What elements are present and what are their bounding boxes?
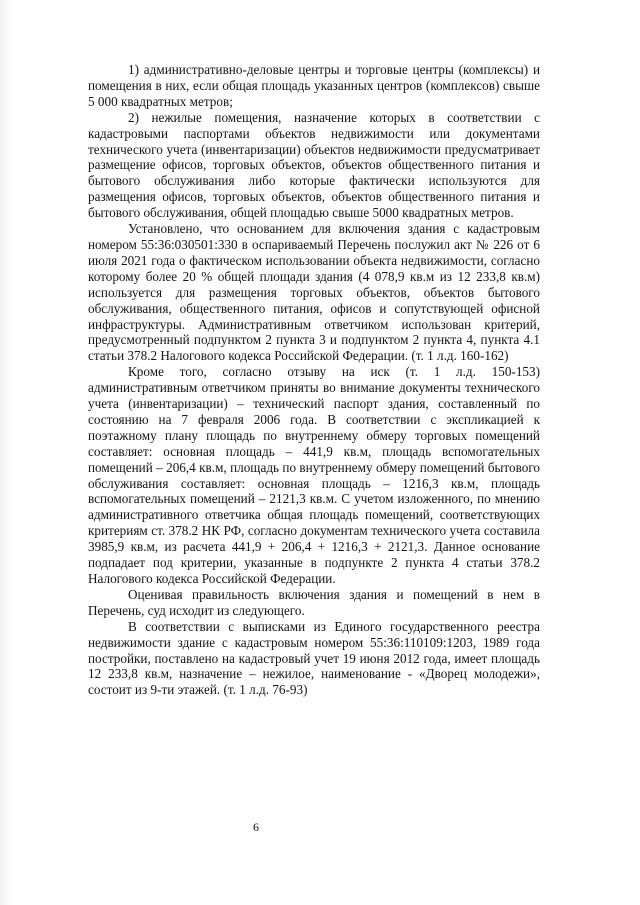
- paragraph-1: 1) административно-деловые центры и торговые центры (комплексы) и помещения в них, если общая площадь указанных центров (комплексов) свыше 5 000 квадратных метров;: [88, 62, 540, 109]
- page-number: 6: [253, 820, 259, 834]
- paragraph-4: Кроме того, согласно отзыву на иск (т. 1 л.д. 150-153) административным ответчиком приняты во внимание документы технического учета (инвентаризации) – технический паспорт здания, составленный по состоянию на 7 февраля 2006 года. В соответствии с экспликацией к поэтажному плану площадь по внутреннему обмеру торговых помещений составляет: основная площадь – 441,9 кв.м, площадь вспомогательных помещений – 206,4 кв.м, площадь по внутреннему обмеру помещений бытового обслуживания составляет: основная площадь – 1216,3 кв.м, площадь вспомогательных помещений – 2121,3 кв.м. С учетом изложенного, по мнению административного ответчика общая площадь помещений, соответствующих критериям ст. 378.2 НК РФ, согласно документам технического учета составила 3985,9 кв.м, из расчета 441,9 + 206,4 + 1216,3 + 2121,3. Данное основание подпадает под критерии, указанные в подпункте 2 пункта 4 статьи 378.2 Налогового кодекса Российской Федерации.: [88, 364, 540, 586]
- paragraph-5: Оценивая правильность включения здания и помещений в нем в Перечень, суд исходит из следующего.: [88, 586, 540, 618]
- scan-edge: [0, 0, 12, 905]
- paragraph-2: 2) нежилые помещения, назначение которых в соответствии с кадастровыми паспортами объектов недвижимости или документами технического учета (инвентаризации) объектов недвижимости предусматривает размещение офисов, торговых объектов, объектов общественного питания и бытового обслуживания либо которые фактически используются для размещения офисов, торговых объектов, объектов общественного питания и бытового обслуживания, общей площадью свыше 5000 квадратных метров.: [88, 109, 540, 221]
- paragraph-3: Установлено, что основанием для включения здания с кадастровым номером 55:36:030501:330 в оспариваемый Перечень послужил акт № 226 от 6 июля 2021 года о фактическом использовании объекта недвижимости, согласно которому более 20 % общей площади здания (4 078,9 кв.м из 12 233,8 кв.м) используется для размещения торговых объектов, объектов бытового обслуживания, общественного питания, офисов и сопутствующей офисной инфраструктуры. Административным ответчиком использован критерий, предусмотренный подпунктом 2 пункта 3 и подпунктом 2 пункта 4, пункта 4.1 статьи 378.2 Налогового кодекса Российской Федерации. (т. 1 л.д. 160-162): [88, 221, 540, 364]
- body-text: [88, 62, 540, 698]
- paragraph-6: В соответствии с выписками из Единого государственного реестра недвижимости здание с кадастровым номером 55:36:110109:1203, 1989 года постройки, поставлено на кадастровый учет 19 июня 2012 года, имеет площадь 12 233,8 кв.м, назначение – нежилое, наименование - «Дворец молодежи», состоит из 9-ти этажей. (т. 1 л.д. 76-93): [88, 618, 540, 698]
